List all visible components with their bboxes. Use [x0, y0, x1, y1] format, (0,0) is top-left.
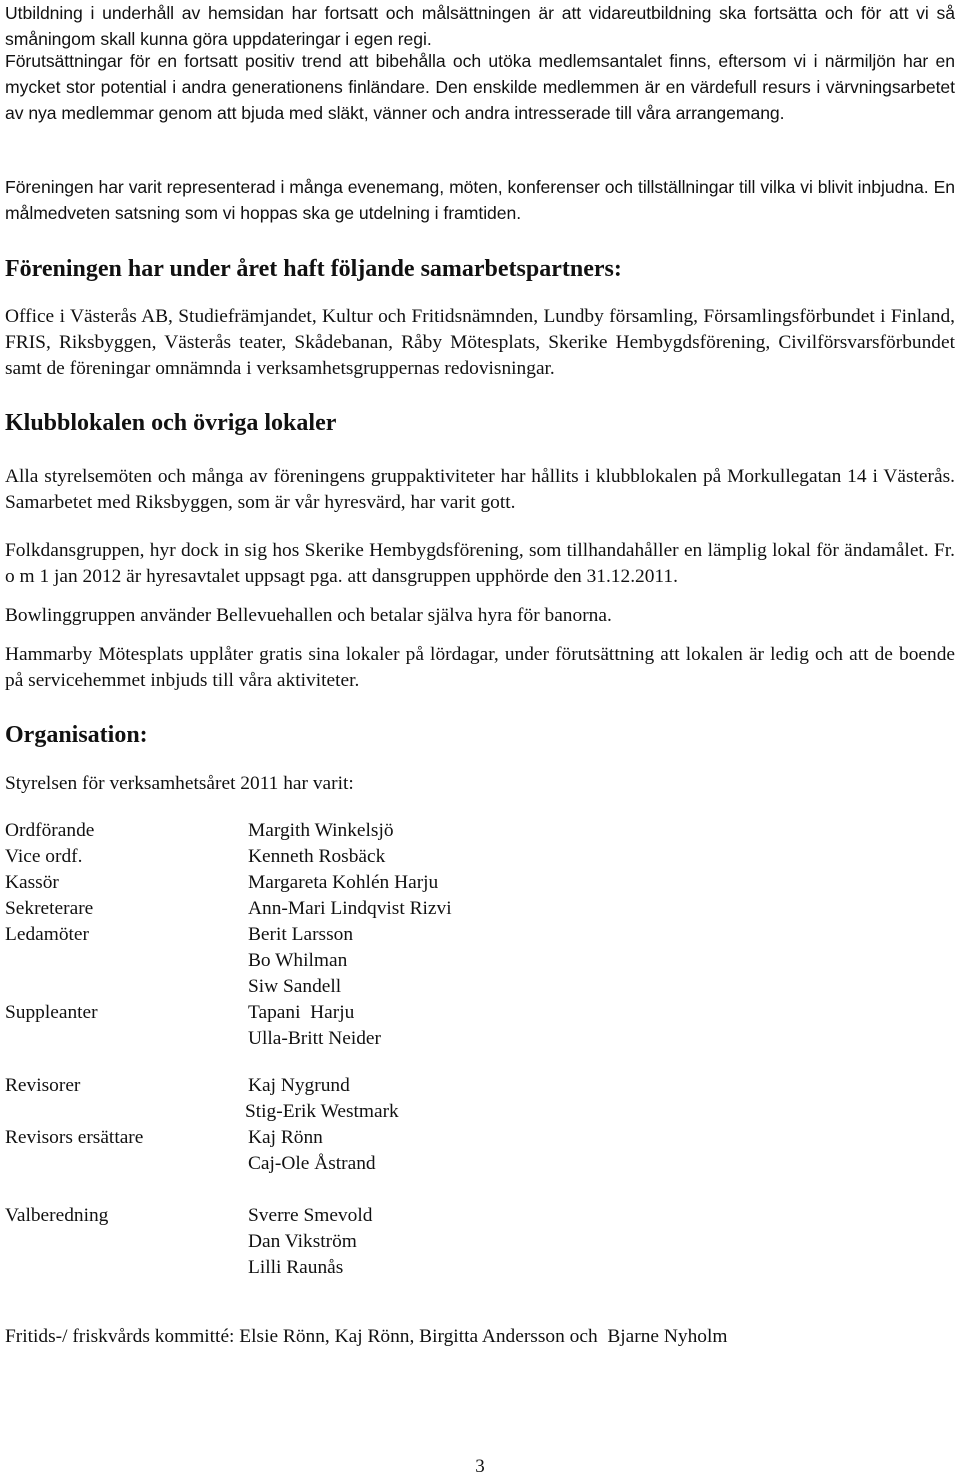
page-number: 3	[475, 1456, 485, 1477]
partners-paragraph: Office i Västerås AB, Studiefrämjandet, Kultur och Fritidsnämnden, Lundby församling, Församlingsförbundet i Finland, FRIS, Riksbyggen, Västerås teater, Skådebanan, Råby Mötesplats, Skerike Hembygdsförening, Civilförsvarsförbundet samt de föreningar omnämnda i verksamhetsgruppernas redovisningar.	[5, 306, 955, 379]
premises-paragraph-bowling: Bowlinggruppen använder Bellevuehallen och betalar själva hyra för banorna.	[5, 605, 612, 626]
role-vice-chair: Vice ordf.	[5, 846, 83, 867]
role-chair: Ordförande	[5, 820, 95, 841]
board-member-name: Caj-Ole Åstrand	[248, 1153, 376, 1174]
board-member-name: Berit Larsson	[248, 924, 354, 945]
board-member-name: Kaj Nygrund	[248, 1075, 350, 1096]
role-deputies: Suppleanter	[5, 1002, 98, 1023]
premises-paragraph-clubroom: Alla styrelsemöten och många av föreningens gruppaktiviteter har hållits i klubblokalen på Morkullegatan 14 i Västerås. Samarbetet med Riksbyggen, som är vår hyresvärd, har varit gott.	[5, 466, 955, 513]
role-deputy-auditors: Revisors ersättare	[5, 1127, 144, 1148]
partners-heading: Föreningen har under året haft följande samarbetspartners:	[5, 256, 622, 282]
committee-line: Fritids-/ friskvårds kommitté: Elsie Rönn, Kaj Rönn, Birgitta Andersson och Bjarne Nyholm	[5, 1326, 728, 1347]
role-secretary: Sekreterare	[5, 898, 94, 919]
premises-paragraph-folkdance: Folkdansgruppen, hyr dock in sig hos Skerike Hembygdsförening, som tillhandahåller en lämplig lokal för ändamålet. Fr. o m 1 jan 2012 är hyresavtalet uppsagt pga. att dansgruppen upphörde den 31.12.2011.	[5, 540, 955, 587]
role-auditors: Revisorer	[5, 1075, 81, 1096]
premises-paragraph-hammarby: Hammarby Mötesplats upplåter gratis sina lokaler på lördagar, under förutsättning att lokalen är ledig och att de boende på servicehemmet inbjuds till våra aktiviteter.	[5, 644, 955, 691]
role-treasurer: Kassör	[5, 872, 59, 893]
board-member-name: Ann-Mari Lindqvist Rizvi	[248, 898, 452, 919]
intro-paragraph-training: Utbildning i underhåll av hemsidan har fortsatt och målsättningen är att vidareutbildning ska fortsätta och för att vi så småningom skall kunna göra uppdateringar i egen regi.	[5, 3, 955, 49]
board-member-name: Bo Whilman	[248, 950, 348, 971]
intro-paragraph-representation: Föreningen har varit representerad i många evenemang, möten, konferenser och tillställningar till vilka vi blivit inbjudna. En målmedveten satsning som vi hoppas ska ge utdelning i framtiden.	[5, 177, 955, 223]
role-members: Ledamöter	[5, 924, 89, 945]
board-member-name: Kaj Rönn	[248, 1127, 323, 1148]
premises-heading: Klubblokalen och övriga lokaler	[5, 410, 337, 436]
board-member-name: Siw Sandell	[248, 976, 342, 997]
role-nomination-committee: Valberedning	[5, 1205, 109, 1226]
board-member-name: Kenneth Rosbäck	[248, 846, 386, 867]
board-member-name: Stig-Erik Westmark	[245, 1101, 399, 1122]
board-member-name: Margith Winkelsjö	[248, 820, 394, 841]
board-member-name: Sverre Smevold	[248, 1205, 373, 1226]
organisation-heading: Organisation:	[5, 722, 148, 748]
intro-paragraph-membership: Förutsättningar för en fortsatt positiv trend att bibehålla och utöka medlemsantalet finns, eftersom vi i närmiljön har en mycket stor potential i andra generationens finländare. Den enskilde medlemmen är en värdefull resurs i värvningsarbetet av nya medlemmar genom att bjuda med släkt, vänner och andra intresserade till våra arrangemang.	[5, 51, 955, 123]
board-member-name: Lilli Raunås	[248, 1257, 344, 1278]
board-member-name: Dan Vikström	[248, 1231, 357, 1252]
board-intro: Styrelsen för verksamhetsåret 2011 har varit:	[5, 773, 354, 794]
board-member-name: Ulla-Britt Neider	[248, 1028, 381, 1049]
board-member-name: Margareta Kohlén Harju	[248, 872, 439, 893]
board-member-name: Tapani Harju	[248, 1002, 355, 1023]
